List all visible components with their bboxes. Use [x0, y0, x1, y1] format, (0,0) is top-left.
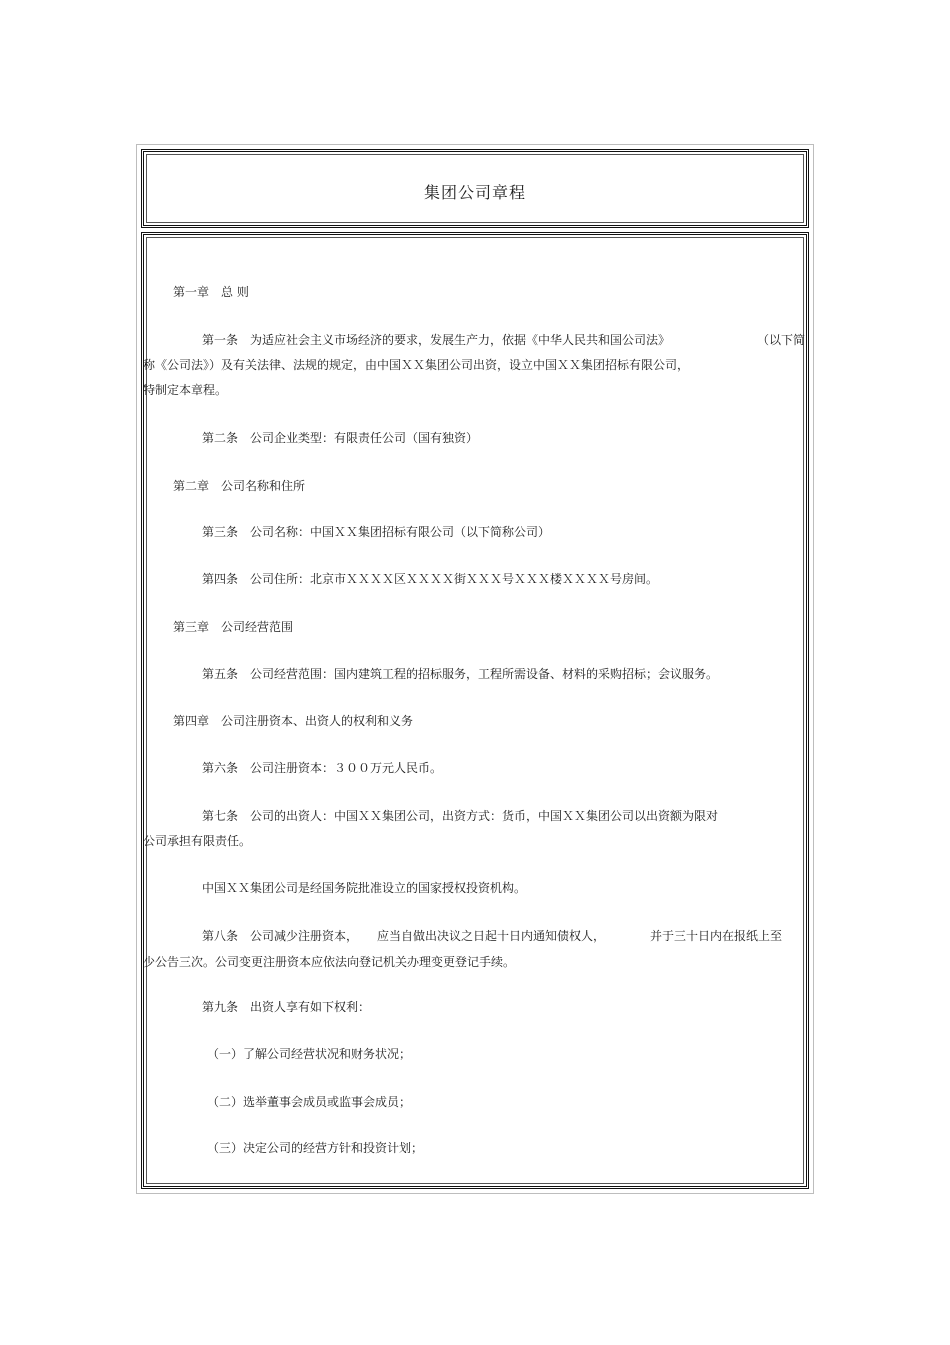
list-item: （一）了解公司经营状况和财务状况；: [207, 1047, 412, 1061]
chapter-heading: 第一章 总 则: [173, 285, 249, 299]
article-text: 第一条 为适应社会主义市场经济的要求，发展生产力，依据《中华人民共和国公司法》: [202, 333, 671, 347]
article-text: 第四条 公司住所：北京市ＸＸＸＸ区ＸＸＸＸ街ＸＸＸ号ＸＸＸ楼ＸＸＸＸ号房间。: [202, 572, 659, 586]
article-text: 第五条 公司经营范围：国内建筑工程的招标服务，工程所需设备、材料的采购招标；会议服务。: [202, 667, 719, 681]
article-text: 第三条 公司名称：中国ＸＸ集团招标有限公司（以下简称公司）: [202, 525, 551, 539]
article-text: 中国ＸＸ集团公司是经国务院批准设立的国家授权投资机构。: [202, 881, 527, 895]
article-text: （以下简: [757, 333, 806, 347]
article-text: 第二条 公司企业类型：有限责任公司（国有独资）: [202, 431, 479, 445]
article-text: 第九条 出资人享有如下权利：: [202, 1000, 371, 1014]
title-box: [141, 149, 809, 228]
document-title: 集团公司章程: [423, 183, 526, 202]
article-text: 并于三十日内在报纸上至: [650, 929, 783, 943]
article-text: 应当自做出决议之日起十日内通知债权人，: [377, 929, 606, 943]
article-text: 第六条 公司注册资本：３００万元人民币。: [202, 761, 443, 775]
article-text: 公司承担有限责任。: [143, 834, 252, 848]
article-text: 称《公司法》）及有关法律、法规的规定，由中国ＸＸ集团公司出资，设立中国ＸＸ集团招标有限公司，: [143, 358, 690, 372]
chapter-heading: 第三章 公司经营范围: [173, 620, 294, 634]
article-text: 特制定本章程。: [143, 383, 228, 397]
article-text: 第七条 公司的出资人：中国ＸＸ集团公司，出资方式：货币，中国ＸＸ集团公司以出资额为限对: [202, 809, 719, 823]
chapter-heading: 第二章 公司名称和住所: [173, 479, 306, 493]
chapter-heading: 第四章 公司注册资本、出资人的权利和义务: [173, 714, 414, 728]
list-item: （三）决定公司的经营方针和投资计划；: [207, 1141, 424, 1155]
article-text: 少公告三次。公司变更注册资本应依法向登记机关办理变更登记手续。: [143, 955, 516, 969]
list-item: （二）选举董事会成员或监事会成员；: [207, 1095, 412, 1109]
body-box: [141, 232, 809, 1189]
article-text: 第八条 公司减少注册资本，: [202, 929, 359, 943]
